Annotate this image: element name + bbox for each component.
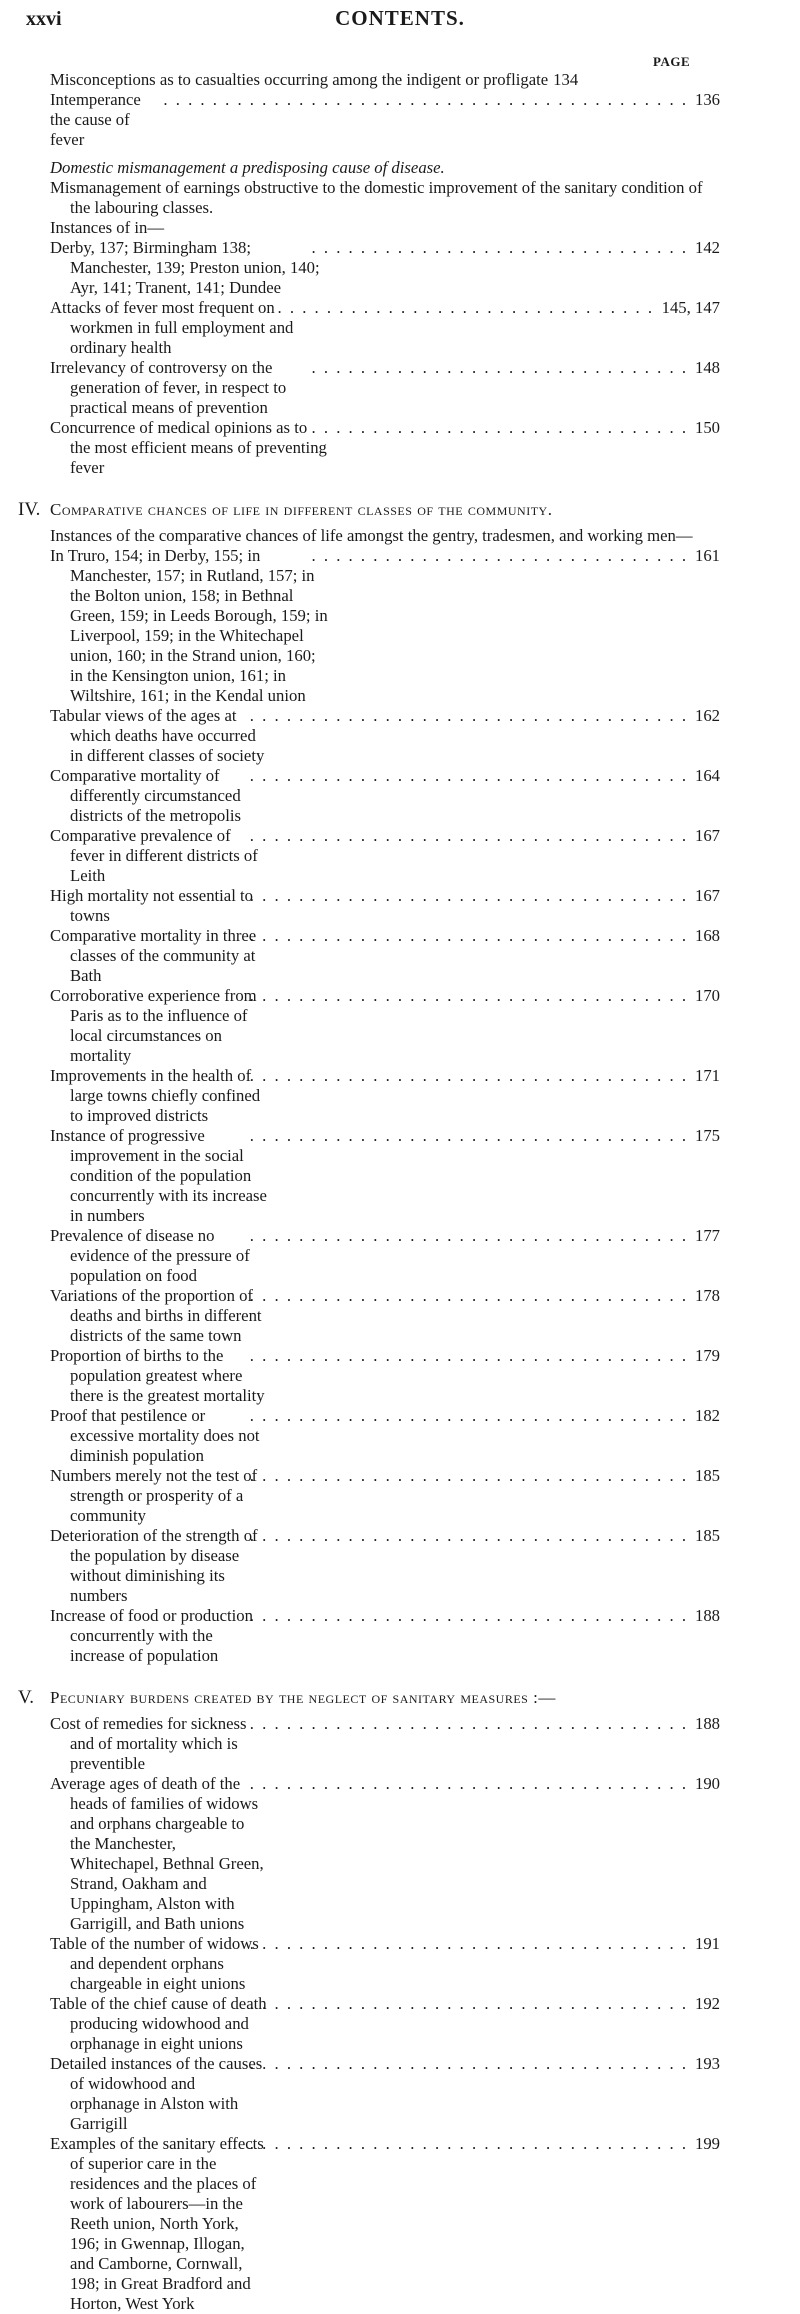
toc-entry: Proportion of births to the population greatest where there is the greatest mortality . . . . . . . . . . . . . . . . . . . . . . . . . . . . . . . . . . . . 179 [50, 1346, 720, 1405]
toc-entry: Attacks of fever most frequent on workmen in full employment and ordinary health . . . . . . . . . . . . . . . . . . . . . . . . . . . . . . . 145, 147 [50, 298, 720, 357]
toc-entry-intro: Instances of the comparative chances of life amongst the gentry, tradesmen, and working men— [50, 526, 693, 545]
toc-entry-text: Examples of the sanitary effects of superior care in the residences and the places of work of labourers—in the Reeth union, North York, 196; in Gwennap, Illogan, and Camborne, Cornwall, 198; in Great Bradford and Horton, West York [50, 2134, 264, 2313]
toc-entry-text: Table of the chief cause of death producing widowhood and orphanage in eight unions [50, 1994, 267, 2053]
toc-entry: Increase of food or production concurrently with the increase of population . . . . . . . . . . . . . . . . . . . . . . . . . . . . . . . . . . . . 188 [50, 1606, 720, 1665]
toc-entry-page: 178 [694, 1286, 720, 1305]
toc-entry-text: Cost of remedies for sickness and of mortality which is preventible [50, 1714, 247, 1773]
toc-entry-text: Improvements in the health of large towns chiefly confined to improved districts [50, 1066, 261, 1125]
toc-entry: Comparative mortality of differently circumstanced districts of the metropolis . . . . . . . . . . . . . . . . . . . . . . . . . . . . . . . . . . . . 164 [50, 766, 720, 825]
toc-entry-text: High mortality not essential to towns [50, 886, 254, 925]
section-heading-iv: IV. Comparative chances of life in different classes of the community. [18, 499, 553, 520]
toc-entry-text: Proof that pestilence or excessive mortality does not diminish population [50, 1406, 260, 1465]
toc-entry-page: 162 [694, 706, 720, 725]
toc-entry-text: Prevalence of disease no evidence of the pressure of population on food [50, 1226, 250, 1285]
subheading: Domestic mismanagement a predisposing cause of disease. [50, 158, 445, 177]
page-column-label: PAGE [653, 54, 691, 69]
toc-entry: In Truro, 154; in Derby, 155; in Manchester, 157; in Rutland, 157; in the Bolton union, 158; in Bethnal Green, 159; in Leeds Borough, 159; in Liverpool, 159; in the Whitechapel union, 160; in the Strand union, 160; in the Kensington union, 161; in Wiltshire, 161; in the Kendal union . . . . . . . . . . . . . . . . . . . . . . . . . . . . . . . 161 [50, 546, 720, 705]
toc-entry-page: 192 [694, 1994, 720, 2013]
toc-entry: Comparative mortality in three classes of the community at Bath . . . . . . . . . . . . . . . . . . . . . . . . . . . . . . . . . . . . 168 [50, 926, 720, 985]
toc-entry-page: 188 [694, 1606, 720, 1625]
toc-entry-page: 179 [694, 1346, 720, 1365]
toc-entry-page: 167 [694, 826, 720, 845]
toc-entry-text: Detailed instances of the causes of widowhood and orphanage in Alston with Garrigill [50, 2054, 263, 2133]
toc-entry-page: 164 [694, 766, 720, 785]
toc-entry-page: 177 [694, 1226, 720, 1245]
toc-entry: Derby, 137; Birmingham 138; Manchester, 139; Preston union, 140; Ayr, 141; Tranent, 141; Dundee . . . . . . . . . . . . . . . . . . . . . . . . . . . . . . . 142 [50, 238, 720, 297]
toc-entry-text: Increase of food or production concurrently with the increase of population [50, 1606, 253, 1665]
toc-entry: Prevalence of disease no evidence of the pressure of population on food . . . . . . . . . . . . . . . . . . . . . . . . . . . . . . . . . . . . 177 [50, 1226, 720, 1285]
toc-entry: Improvements in the health of large towns chiefly confined to improved districts . . . . . . . . . . . . . . . . . . . . . . . . . . . . . . . . . . . . 171 [50, 1066, 720, 1125]
toc-entry: Concurrence of medical opinions as to the most efficient means of preventing fever . . . . . . . . . . . . . . . . . . . . . . . . . . . . . . . 150 [50, 418, 720, 477]
toc-entry-page: 182 [694, 1406, 720, 1425]
toc-entry-page: 167 [694, 886, 720, 905]
toc-entry-page: 171 [694, 1066, 720, 1085]
toc-entry: Mismanagement of earnings obstructive to the domestic improvement of the sanitary condition of the labouring classes. [50, 178, 703, 217]
toc-entry: Detailed instances of the causes of widowhood and orphanage in Alston with Garrigill . . . . . . . . . . . . . . . . . . . . . . . . . . . . . . . . . . . . 193 [50, 2054, 720, 2133]
toc-entry: Tabular views of the ages at which deaths have occurred in different classes of society . . . . . . . . . . . . . . . . . . . . . . . . . . . . . . . . . . . . 162 [50, 706, 720, 765]
toc-entry-page: 175 [694, 1126, 720, 1145]
toc-entry-page: 193 [694, 2054, 720, 2073]
toc-entry: Numbers merely not the test of strength or prosperity of a community . . . . . . . . . . . . . . . . . . . . . . . . . . . . . . . . . . . . 185 [50, 1466, 720, 1525]
toc-entry-text: Comparative mortality in three classes of the community at Bath [50, 926, 257, 985]
toc-entry-page: 188 [694, 1714, 720, 1733]
table-of-contents [18, 70, 720, 2314]
toc-entry: Irrelevancy of controversy on the generation of fever, in respect to practical means of prevention . . . . . . . . . . . . . . . . . . . . . . . . . . . . . . . 148 [50, 358, 720, 417]
toc-entry: Proof that pestilence or excessive mortality does not diminish population . . . . . . . . . . . . . . . . . . . . . . . . . . . . . . . . . . . . 182 [50, 1406, 720, 1465]
toc-entry: Table of the number of widows and dependent orphans chargeable in eight unions . . . . . . . . . . . . . . . . . . . . . . . . . . . . . . . . . . . . 191 [50, 1934, 720, 1993]
toc-entry: Instance of progressive improvement in the social condition of the population concurrently with its increase in numbers . . . . . . . . . . . . . . . . . . . . . . . . . . . . . . . . . . . . 175 [50, 1126, 720, 1225]
toc-entry: High mortality not essential to towns . . . . . . . . . . . . . . . . . . . . . . . . . . . . . . . . . . . . 167 [50, 886, 720, 925]
toc-entry-text: Numbers merely not the test of strength or prosperity of a community [50, 1466, 258, 1525]
toc-entry: Average ages of death of the heads of families of widows and orphans chargeable to the Manchester, Whitechapel, Bethnal Green, Strand, Oakham and Uppingham, Alston with Garrigill, and Bath unions . . . . . . . . . . . . . . . . . . . . . . . . . . . . . . . . . . . . 190 [50, 1774, 720, 1933]
toc-entry-page: 185 [694, 1526, 720, 1545]
section-iv-list [50, 706, 720, 1666]
page-title: CONTENTS. [335, 6, 465, 30]
toc-entry-text: Table of the number of widows and dependent orphans chargeable in eight unions [50, 1934, 259, 1993]
toc-entry-page: 168 [694, 926, 720, 945]
toc-entry: Variations of the proportion of deaths and births in different districts of the same town . . . . . . . . . . . . . . . . . . . . . . . . . . . . . . . . . . . . 178 [50, 1286, 720, 1345]
toc-entry-text: Comparative prevalence of fever in different districts of Leith [50, 826, 258, 885]
toc-entry: Misconceptions as to casualties occurring among the indigent or profligate 134 [50, 70, 579, 89]
toc-entry-page: 185 [694, 1466, 720, 1485]
toc-entry: Deterioration of the strength of the population by disease without diminishing its numbers . . . . . . . . . . . . . . . . . . . . . . . . . . . . . . . . . . . . 185 [50, 1526, 720, 1605]
toc-entry-text: Tabular views of the ages at which deaths have occurred in different classes of society [50, 706, 265, 765]
toc-entry: Cost of remedies for sickness and of mortality which is preventible . . . . . . . . . . . . . . . . . . . . . . . . . . . . . . . . . . . . 188 [50, 1714, 720, 1773]
toc-entry: Corroborative experience from Paris as to the influence of local circumstances on mortality . . . . . . . . . . . . . . . . . . . . . . . . . . . . . . . . . . . . 170 [50, 986, 720, 1065]
toc-entry-text: Average ages of death of the heads of families of widows and orphans chargeable to the Manchester, Whitechapel, Bethnal Green, Strand, Oakham and Uppingham, Alston with Garrigill, and Bath unions [50, 1774, 264, 1933]
toc-entry-text: Proportion of births to the population greatest where there is the greatest mortality [50, 1346, 265, 1405]
page-number: xxvi [26, 8, 62, 30]
toc-entry-text: Corroborative experience from Paris as to the influence of local circumstances on mortality [50, 986, 257, 1065]
toc-entry-page: 170 [694, 986, 720, 1005]
toc-entry-text: Instance of progressive improvement in the social condition of the population concurrently with its increase in numbers [50, 1126, 267, 1225]
toc-entry: Comparative prevalence of fever in different districts of Leith . . . . . . . . . . . . . . . . . . . . . . . . . . . . . . . . . . . . 167 [50, 826, 720, 885]
toc-entry-text: Variations of the proportion of deaths and births in different districts of the same town [50, 1286, 262, 1345]
toc-entry-intro: Instances of in— [50, 218, 165, 237]
toc-entry: Table of the chief cause of death producing widowhood and orphanage in eight unions . . . . . . . . . . . . . . . . . . . . . . . . . . . . . . . . . . . . 192 [50, 1994, 720, 2053]
toc-entry-page: 199 [694, 2134, 720, 2153]
section-v-list [50, 1714, 720, 2314]
section-heading-v: V. Pecuniary burdens created by the neglect of sanitary measures :— [18, 1687, 556, 1708]
toc-entry: Intemperance the cause of fever . . . . . . . . . . . . . . . . . . . . . . . . . . . . . . . . . . . . . . . . . . . 136 [50, 90, 720, 149]
toc-entry-page: 191 [694, 1934, 720, 1953]
toc-entry-text: Comparative mortality of differently circumstanced districts of the metropolis [50, 766, 242, 825]
toc-entry-text: Deterioration of the strength of the population by disease without diminishing its numbers [50, 1526, 258, 1605]
toc-entry: Examples of the sanitary effects of superior care in the residences and the places of work of labourers—in the Reeth union, North York, 196; in Gwennap, Illogan, and Camborne, Cornwall, 198; in Great Bradford and Horton, West York . . . . . . . . . . . . . . . . . . . . . . . . . . . . . . . . . . . . 199 [50, 2134, 720, 2313]
toc-entry-page: 190 [694, 1774, 720, 1793]
